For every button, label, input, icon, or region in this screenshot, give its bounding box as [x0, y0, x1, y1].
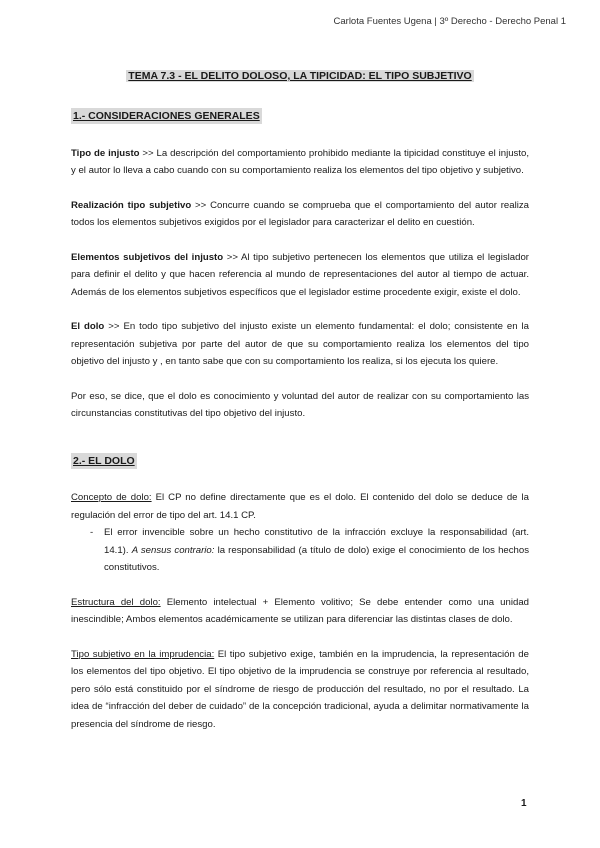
- paragraph-tipo-imprudencia: [71, 646, 529, 734]
- term-el-dolo: El dolo: [71, 321, 105, 332]
- text-concepto-dolo: El CP no define directamente que es el dolo. El contenido del dolo se deduce de la regulación del error de tipo del art. 14.1 CP.: [71, 492, 529, 521]
- paragraph-elementos-subjetivos: [71, 249, 529, 302]
- paragraph-estructura-dolo: [71, 594, 529, 629]
- document-body: [71, 108, 529, 733]
- section-heading-consideraciones: 1.- CONSIDERACIONES GENERALES: [73, 110, 260, 122]
- paragraph-tipo-injusto: [71, 145, 529, 180]
- bullet-dash: -: [90, 527, 94, 538]
- term-estructura-dolo: Estructura del dolo:: [71, 596, 161, 608]
- text-realizacion: >> Concurre cuando se comprueba que el comportamiento del autor realiza todos los elementos subjetivos exigidos por el legislador para caracterizar el delito en cuestión.: [71, 199, 530, 228]
- paragraph-conclusion: Por eso, se dice, que el dolo es conocimiento y voluntad del autor de realizar con su comportamiento las circunstancias constitutivas del tipo objetivo del injusto.: [71, 390, 529, 419]
- text-el-dolo: >> En todo tipo subjetivo del injusto existe un elemento fundamental: el dolo; consistente en la representación subjetiva por parte del autor de que su comportamiento realiza los elementos del tipo objetivo del injusto y , en tanto sabe que con su comportamiento los realiza, si los ejecuta los quiere.: [71, 321, 530, 367]
- text-tipo-imprudencia: El tipo subjetivo exige, también en la imprudencia, la representación de los elementos del tipo objetivo. El tipo objetivo de la imprudencia se construye por referencia al resultado, pero sólo está constituido por el síndrome de riesgo de producción del resultado, no por el resultado. La idea de “infracción del deber de cuidado” de la concepción tradicional, ayuda a delimitar normativamente la presencia del síndrome de riesgo.: [71, 648, 529, 730]
- term-tipo-imprudencia: Tipo subjetivo en la imprudencia:: [71, 648, 215, 660]
- paragraph-realizacion: [71, 197, 529, 232]
- term-tipo-injusto: Tipo de injusto: [71, 147, 140, 159]
- text-tipo-injusto: >> La descripción del comportamiento prohibido mediante la tipicidad constituye el injusto, y el autor lo lleva a cabo cuando con su comportamiento realiza los elementos del tipo objetivo y subjetivo.: [71, 147, 529, 176]
- term-concepto-dolo: Concepto de dolo:: [71, 492, 152, 503]
- bullet-text-a: El error invencible sobre un hecho constitutivo de la infracción excluye la responsabilidad (art. 14.1).: [104, 527, 529, 556]
- page-number: 1: [521, 798, 527, 809]
- text-elementos-subjetivos: >> Al tipo subjetivo pertenecen los elementos que utiliza el legislador para definir el delito y que hacen referencia al mundo de representaciones del autor al tiempo de actuar. Además de los elementos subjetivos específicos que el legislador estime procedente exigir, existe el dolo.: [71, 251, 529, 298]
- term-elementos-subjetivos: Elementos subjetivos del injusto: [71, 251, 224, 263]
- bullet-text-b: la responsabilidad (a título de dolo) exige el conocimiento de los hechos constitutivos.: [104, 544, 529, 573]
- bullet-error-invencible: [71, 524, 529, 577]
- paragraph-concepto-dolo: [71, 489, 529, 524]
- paragraph-el-dolo: [71, 318, 529, 371]
- section-heading-el-dolo: 2.- EL DOLO: [73, 454, 135, 467]
- bullet-italic: A sensus contrario:: [131, 544, 215, 556]
- document-title-wrap: [0, 66, 600, 84]
- term-realizacion: Realización tipo subjetivo: [71, 199, 192, 211]
- text-estructura-dolo: Elemento intelectual + Elemento volitivo; Se debe entender como una unidad inescindible; Ambos elementos académicamente se utilizan para diferenciar las distintas clases de dolo.: [71, 596, 529, 625]
- document-title: TEMA 7.3 - EL DELITO DOLOSO, LA TIPICIDAD: EL TIPO SUBJETIVO: [128, 70, 472, 82]
- page-header: Carlota Fuentes Ugena | 3º Derecho - Derecho Penal 1: [333, 16, 566, 27]
- bullet-text: [92, 524, 529, 577]
